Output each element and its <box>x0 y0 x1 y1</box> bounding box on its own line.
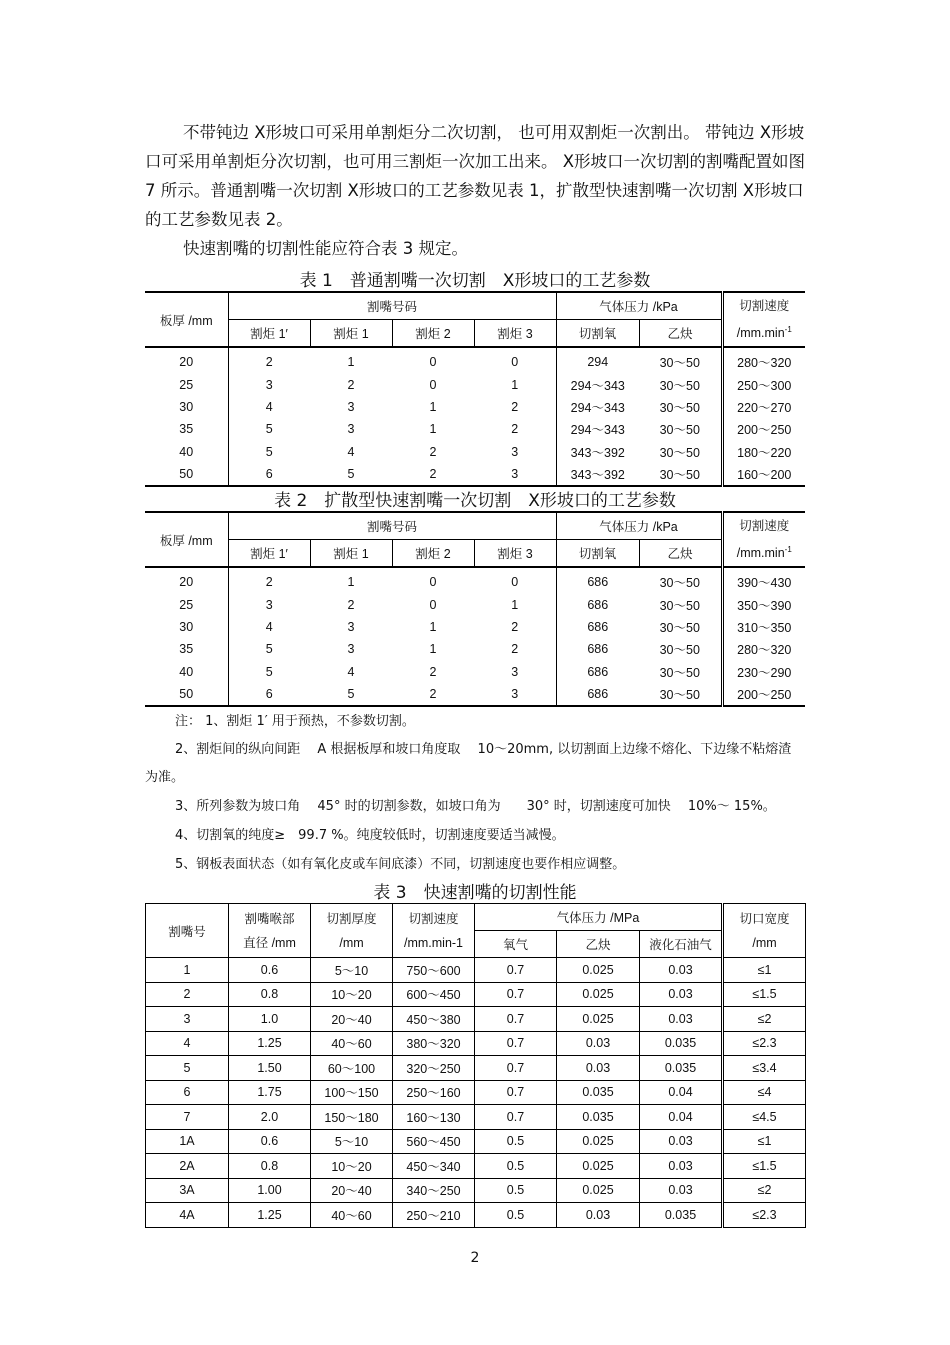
table1-caption: 表 1 普通割嘴一次切割 X形坡口的工艺参数 <box>299 271 651 291</box>
table1-header-torch1p: 割炬 1′ <box>228 320 310 348</box>
table2-cell: 1 <box>474 593 556 615</box>
table3-header-nozzle-no: 割嘴号 <box>146 904 229 958</box>
table3-cell: 0.025 <box>557 1178 640 1203</box>
table1-cell: 25 <box>145 373 228 395</box>
table3-row <box>146 1105 806 1130</box>
intro-text-2: 快速割嘴的切割性能应符合表 3 规定。 <box>183 239 468 258</box>
table3-cell: 0.025 <box>557 958 640 983</box>
table3-cell: 7 <box>146 1105 229 1130</box>
page-number: 2 <box>470 1250 480 1266</box>
table3-header-kerf <box>723 904 806 958</box>
table3-cell: 10～20 <box>311 982 393 1007</box>
table1-header-torch2: 割炬 2 <box>392 320 474 348</box>
table2-header-nozzle-group: 割嘴号码 <box>228 512 556 540</box>
table1-cell: 5 <box>265 444 273 459</box>
table1-cell: 180～220 <box>722 441 805 463</box>
table3-cell: ≤2.3 <box>723 1031 806 1056</box>
note-2a: 2、割炬间的纵向间距 A 根据板厚和坡口角度取 10～20mm, 以切割面上边缘不熔化、下边缘不粘熔渣 <box>175 742 792 757</box>
table3-cell: 0.5 <box>475 1178 557 1203</box>
table1-cell: 0 <box>474 347 556 373</box>
table3-cell: 250～160 <box>393 1080 475 1105</box>
table1-header-torch3: 割炬 3 <box>474 320 556 348</box>
table2-cell: 0 <box>429 597 437 612</box>
table1-row <box>145 418 805 440</box>
table3-cell: 160～130 <box>393 1105 475 1130</box>
table2-cell: 2 <box>474 638 556 660</box>
table3-cell: 0.03 <box>640 1007 723 1032</box>
table3-cell: 1A <box>146 1129 229 1154</box>
table3-cell: 0.6 <box>229 1129 311 1154</box>
table2-row <box>145 567 805 593</box>
table3-row <box>146 1203 806 1228</box>
table2-cell: 5 <box>265 642 273 657</box>
table3-header-throat <box>229 904 311 958</box>
table3-cell: 0.8 <box>229 982 311 1007</box>
table3-row <box>146 1031 806 1056</box>
table3-cell: 380～320 <box>393 1031 475 1056</box>
table1-row <box>145 463 805 486</box>
table1-row <box>145 396 805 418</box>
table1-cell: 200～250 <box>722 418 805 440</box>
table2-caption: 表 2 扩散型快速割嘴一次切割 X形坡口的工艺参数 <box>274 491 676 511</box>
table3-cell: 0.03 <box>557 1031 640 1056</box>
table2-header-torch3: 割炬 3 <box>474 540 556 568</box>
table3-body <box>146 958 806 1228</box>
table2-cell: 3 <box>347 619 355 634</box>
table2-cell: 310～350 <box>722 616 805 638</box>
table1-cell: 3 <box>265 377 273 392</box>
table3-cell: 0.7 <box>475 982 557 1007</box>
intro-paragraph <box>145 118 810 234</box>
table2-cell: 4 <box>347 664 355 679</box>
table1-cell: 2 <box>429 444 437 459</box>
table1-cell: 294 <box>587 355 609 370</box>
table2-cell: 686 <box>587 664 609 679</box>
table3-cell: 40～60 <box>311 1031 393 1056</box>
table2 <box>145 511 805 707</box>
table2-cell: 390～430 <box>722 567 805 593</box>
table1-cell: 3 <box>474 463 556 486</box>
table3-header-kerf-b: /mm <box>752 935 777 950</box>
table2-row <box>145 661 805 683</box>
table1-cell: 3 <box>347 399 355 414</box>
table2-cell: 3 <box>265 597 273 612</box>
table3-header-throat-a: 割嘴喉部 <box>244 911 295 926</box>
table3-cell: 0.5 <box>475 1203 557 1228</box>
table3-row <box>146 1154 806 1179</box>
table3-cell: 1.25 <box>229 1203 311 1228</box>
table1-cell: 220～270 <box>722 396 805 418</box>
table2-cell: 40 <box>145 661 228 683</box>
table1-header-speed-label: 切割速度 <box>739 298 790 313</box>
table1-cell: 280～320 <box>722 347 805 373</box>
table2-cell: 5 <box>265 664 273 679</box>
table3-cell: 560～450 <box>393 1129 475 1154</box>
table3-cell: 0.7 <box>475 1007 557 1032</box>
table3-row <box>146 1080 806 1105</box>
table1-cell: 30～50 <box>659 400 700 415</box>
table3-cell: 0.025 <box>557 1154 640 1179</box>
table3-cell: 0.7 <box>475 958 557 983</box>
table3-cell: 1 <box>146 958 229 983</box>
table1-header-oxygen: 切割氧 <box>556 320 639 348</box>
table3-cell: 4A <box>146 1203 229 1228</box>
table2-cell: 5 <box>347 687 355 702</box>
table3-row <box>146 1129 806 1154</box>
table3-header-acetylene: 乙炔 <box>557 931 640 958</box>
table3-header-gas-group: 气体压力 /MPa <box>475 904 723 931</box>
table3-cell: 0.025 <box>557 982 640 1007</box>
table2-cell: 1 <box>347 575 355 590</box>
table3-header-thick-a: 切割厚度 <box>326 911 377 926</box>
table1-cell: 1 <box>474 373 556 395</box>
table2-cell: 3 <box>474 661 556 683</box>
table3-cell: 20～40 <box>311 1178 393 1203</box>
table3-row <box>146 982 806 1007</box>
table1-cell: 343～392 <box>570 468 625 483</box>
table2-cell: 230～290 <box>722 661 805 683</box>
table1-cell: 4 <box>265 399 273 414</box>
table3-cell: ≤1.5 <box>723 982 806 1007</box>
table2-header-thickness: 板厚 /mm <box>145 512 228 567</box>
table2-cell: 686 <box>587 642 609 657</box>
table2-cell: 30～50 <box>659 620 700 635</box>
table3-header-oxygen: 氧气 <box>475 931 557 958</box>
table1-cell: 2 <box>474 396 556 418</box>
table1-cell: 2 <box>265 355 273 370</box>
table2-row <box>145 638 805 660</box>
table2-cell: 686 <box>587 575 609 590</box>
table3-cell: 0.7 <box>475 1056 557 1081</box>
table1-row <box>145 347 805 373</box>
table3-cell: ≤2 <box>723 1007 806 1032</box>
table3-cell: 0.6 <box>229 958 311 983</box>
table3-cell: 2.0 <box>229 1105 311 1130</box>
table3-cell: 0.7 <box>475 1105 557 1130</box>
table1-header-gas-group: 气体压力 /kPa <box>556 292 722 320</box>
table3-cell: 1.0 <box>229 1007 311 1032</box>
note-5: 5、钢板表面状态（如有氧化皮或车间底漆）不同，切割速度也要作相应调整。 <box>175 857 626 872</box>
table3-header-kerf-a: 切口宽度 <box>739 911 790 926</box>
table2-cell: 30 <box>145 616 228 638</box>
table3-cell: ≤2 <box>723 1178 806 1203</box>
note-1: 注： 1、割炬 1′ 用于预热，不参数切割。 <box>175 714 415 729</box>
table3-header-speed <box>393 904 475 958</box>
table2-cell: 2 <box>429 687 437 702</box>
table3-header-speed-b: /mm.min-1 <box>403 935 464 950</box>
table3-cell: 6 <box>146 1080 229 1105</box>
table3-cell: ≤1.5 <box>723 1154 806 1179</box>
table1-cell: 250～300 <box>722 373 805 395</box>
table3-cell: 450～380 <box>393 1007 475 1032</box>
table3-cell: 0.03 <box>640 958 723 983</box>
table1-body <box>145 347 805 486</box>
table3-cell: 2A <box>146 1154 229 1179</box>
table2-cell: 1 <box>429 642 437 657</box>
table1-cell: 30～50 <box>659 445 700 460</box>
table3-cell: 750～600 <box>393 958 475 983</box>
note-4: 4、切割氧的纯度≥ 99.7 %。纯度较低时，切割速度要适当减慢。 <box>175 828 565 843</box>
table2-header-speed-sup: -1 <box>784 544 792 554</box>
table1-cell: 30～50 <box>659 423 700 438</box>
table1-cell: 40 <box>145 441 228 463</box>
table2-cell: 35 <box>145 638 228 660</box>
table1-header-torch1: 割炬 1 <box>310 320 392 348</box>
table2-cell: 0 <box>474 567 556 593</box>
table3-cell: 0.025 <box>557 1129 640 1154</box>
table3-cell: 3A <box>146 1178 229 1203</box>
table3-cell: 2 <box>146 982 229 1007</box>
table3-cell: 5 <box>146 1056 229 1081</box>
table2-cell: 50 <box>145 683 228 706</box>
table3-cell: ≤1 <box>723 958 806 983</box>
table3-cell: 1.75 <box>229 1080 311 1105</box>
table3-cell: 4 <box>146 1031 229 1056</box>
table2-header-speed-label: 切割速度 <box>739 518 790 533</box>
table1-cell: 2 <box>347 377 355 392</box>
table2-header-gas-group: 气体压力 /kPa <box>556 512 722 540</box>
table3-cell: 3 <box>146 1007 229 1032</box>
table3-cell: 0.035 <box>640 1203 723 1228</box>
table2-cell: 25 <box>145 593 228 615</box>
table1-cell: 1 <box>429 422 437 437</box>
table2-cell: 2 <box>347 597 355 612</box>
table1-header-thickness: 板厚 /mm <box>145 292 228 347</box>
table2-cell: 2 <box>265 575 273 590</box>
table3-cell: 0.035 <box>640 1031 723 1056</box>
table2-cell: 0 <box>429 575 437 590</box>
table3-cell: ≤2.3 <box>723 1203 806 1228</box>
table2-header-torch1p: 割炬 1′ <box>228 540 310 568</box>
table2-row <box>145 683 805 706</box>
table3-cell: 0.025 <box>557 1007 640 1032</box>
note-3: 3、所列参数为坡口角 45° 时的切割参数，如坡口角为 30° 时，切割速度可加快 10%～ 15%。 <box>175 799 776 814</box>
table1-cell: 160～200 <box>722 463 805 486</box>
table3-cell: 0.8 <box>229 1154 311 1179</box>
table1 <box>145 291 805 487</box>
table3-cell: 0.04 <box>640 1080 723 1105</box>
table2-cell: 350～390 <box>722 593 805 615</box>
table2-header-torch1: 割炬 1 <box>310 540 392 568</box>
table3-cell: 1.50 <box>229 1056 311 1081</box>
table2-cell: 4 <box>265 619 273 634</box>
table3-cell: 0.7 <box>475 1031 557 1056</box>
table2-header-torch2: 割炬 2 <box>392 540 474 568</box>
table2-row <box>145 616 805 638</box>
table3-cell: 0.7 <box>475 1080 557 1105</box>
table1-cell: 0 <box>429 377 437 392</box>
table2-header-oxygen: 切割氧 <box>556 540 639 568</box>
table3-cell: 340～250 <box>393 1178 475 1203</box>
table3-cell: 60～100 <box>311 1056 393 1081</box>
table3-header-lpg: 液化石油气 <box>640 931 723 958</box>
table1-cell: 3 <box>347 422 355 437</box>
table2-header-acetylene: 乙炔 <box>639 540 722 568</box>
table3-caption: 表 3 快速割嘴的切割性能 <box>373 883 577 903</box>
table3-cell: 5～10 <box>311 1129 393 1154</box>
table1-cell: 30～50 <box>659 378 700 393</box>
table2-cell: 686 <box>587 687 609 702</box>
table3-cell: 1.00 <box>229 1178 311 1203</box>
table1-cell: 30～50 <box>659 356 700 371</box>
table1-cell: 2 <box>429 467 437 482</box>
table1-cell: 1 <box>347 355 355 370</box>
table1-cell: 2 <box>474 418 556 440</box>
table3-header-speed-a: 切割速度 <box>408 911 459 926</box>
table1-cell: 5 <box>265 422 273 437</box>
table2-cell: 2 <box>474 616 556 638</box>
table3-row <box>146 1007 806 1032</box>
table1-cell: 3 <box>474 441 556 463</box>
table3-cell: 0.5 <box>475 1154 557 1179</box>
table3-cell: 40～60 <box>311 1203 393 1228</box>
table3-cell: 10～20 <box>311 1154 393 1179</box>
table3-cell: 0.03 <box>640 1129 723 1154</box>
table1-cell: 20 <box>145 347 228 373</box>
intro-paragraph-2 <box>145 234 810 263</box>
table3-cell: 0.5 <box>475 1129 557 1154</box>
table2-cell: 20 <box>145 567 228 593</box>
table2-body <box>145 567 805 706</box>
table3-cell: 450～340 <box>393 1154 475 1179</box>
table2-cell: 686 <box>587 597 609 612</box>
table3-cell: 0.03 <box>640 1178 723 1203</box>
table1-header-nozzle-group: 割嘴号码 <box>228 292 556 320</box>
table1-cell: 35 <box>145 418 228 440</box>
table1-cell: 5 <box>347 467 355 482</box>
table3-header-throat-b: 直径 /mm <box>243 935 296 950</box>
table3-cell: ≤4.5 <box>723 1105 806 1130</box>
table2-cell: 30～50 <box>659 576 700 591</box>
table3-cell: 600～450 <box>393 982 475 1007</box>
table3-cell: 250～210 <box>393 1203 475 1228</box>
table3-header-thick <box>311 904 393 958</box>
table3-cell: 0.03 <box>640 1154 723 1179</box>
table2-cell: 200～250 <box>722 683 805 706</box>
table1-header-acetylene: 乙炔 <box>639 320 722 348</box>
table3-cell: 150～180 <box>311 1105 393 1130</box>
table3-cell: 0.03 <box>640 982 723 1007</box>
table1-header-speed-sup: -1 <box>784 324 792 334</box>
table3-header-thick-b: /mm <box>339 935 364 950</box>
table3-row <box>146 1178 806 1203</box>
table2-cell: 30～50 <box>659 688 700 703</box>
table2-cell: 3 <box>474 683 556 706</box>
table1-cell: 343～392 <box>570 445 625 460</box>
table2-row <box>145 593 805 615</box>
table2-cell: 30～50 <box>659 665 700 680</box>
table1-header-speed <box>722 292 805 347</box>
table1-cell: 0 <box>429 355 437 370</box>
table3-cell: 0.04 <box>640 1105 723 1130</box>
intro-text: 不带钝边 X形坡口可采用单割炬分二次切割， 也可用双割炬一次割出。 带钝边 X形坡口可采用单割炬分次切割，也可用三割炬一次加工出来。 X形坡口一次切割的割嘴配置如图 7 所示。普通割嘴一次切割 X形坡口的工艺参数见表 1，扩散型快速割嘴一次切割 X形坡口的工艺参数见表 2。 <box>145 123 806 229</box>
table1-cell: 50 <box>145 463 228 486</box>
table2-header-speed-unit: /mm.min <box>736 546 785 561</box>
table2-cell: 2 <box>429 664 437 679</box>
table1-cell: 30 <box>145 396 228 418</box>
table3-cell: ≤4 <box>723 1080 806 1105</box>
table1-header-speed-unit: /mm.min <box>736 326 785 341</box>
table1-cell: 30～50 <box>659 468 700 483</box>
table2-cell: 30～50 <box>659 643 700 658</box>
table1-cell: 1 <box>429 399 437 414</box>
table3-cell: 1.25 <box>229 1031 311 1056</box>
table3-cell: 0.03 <box>557 1203 640 1228</box>
table1-cell: 6 <box>265 467 273 482</box>
table3 <box>145 903 806 1228</box>
table1-cell: 4 <box>347 444 355 459</box>
table3-cell: 0.035 <box>557 1105 640 1130</box>
table2-cell: 686 <box>587 619 609 634</box>
table1-cell: 294～343 <box>570 378 625 393</box>
table2-cell: 280～320 <box>722 638 805 660</box>
table3-cell: 0.035 <box>557 1080 640 1105</box>
table3-cell: 0.03 <box>557 1056 640 1081</box>
table3-cell: 20～40 <box>311 1007 393 1032</box>
table1-row <box>145 373 805 395</box>
table3-cell: ≤1 <box>723 1129 806 1154</box>
table1-cell: 294～343 <box>570 423 625 438</box>
table2-cell: 1 <box>429 619 437 634</box>
table1-cell: 294～343 <box>570 400 625 415</box>
table2-header-speed <box>722 512 805 567</box>
table3-row <box>146 1056 806 1081</box>
table3-cell: 0.035 <box>640 1056 723 1081</box>
table2-cell: 30～50 <box>659 598 700 613</box>
table3-cell: 5～10 <box>311 958 393 983</box>
note-2b: 为准。 <box>145 770 185 785</box>
table3-row <box>146 958 806 983</box>
table1-row <box>145 441 805 463</box>
table3-cell: ≤3.4 <box>723 1056 806 1081</box>
table2-cell: 6 <box>265 687 273 702</box>
table3-cell: 320～250 <box>393 1056 475 1081</box>
table3-cell: 100～150 <box>311 1080 393 1105</box>
table2-cell: 3 <box>347 642 355 657</box>
